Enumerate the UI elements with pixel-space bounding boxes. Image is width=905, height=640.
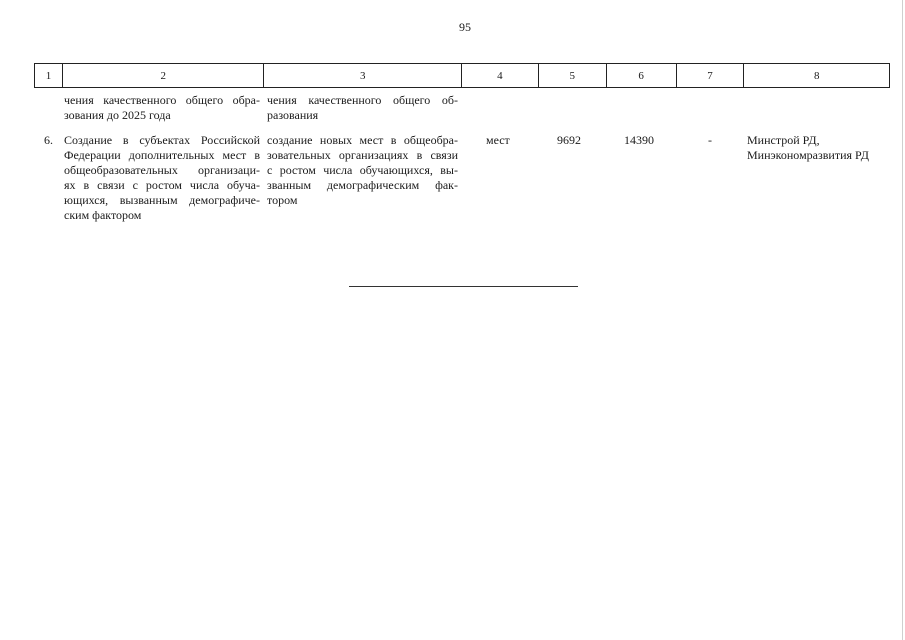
unit-cell: мест [486,133,510,147]
value-col5: 9692 [557,133,581,147]
row6-col2-line-4: ях в связи с ростом числа обуча- [64,178,260,192]
table-header-row [34,63,890,88]
column-header-7: 7 [677,64,745,87]
continuation-col2-line-2: зования до 2025 года [64,108,171,122]
value-col7: - [708,133,712,147]
continuation-col2-line-1: чения качественного общего обра- [64,93,260,107]
end-divider-line [349,286,578,287]
column-header-3: 3 [264,64,462,87]
responsible-line-2: Минэкономразвития РД [747,148,869,162]
column-header-8: 8 [813,69,820,82]
column-header-1: 1 [35,64,63,87]
row6-col2-line-2: Федерации дополнительных мест в [64,148,260,162]
continuation-col3-line-1: чения качественного общего об- [267,93,458,107]
column-header-2: 2 [63,64,265,87]
row6-col3-line-5: тором [267,193,298,207]
column-header-5: 5 [539,64,607,87]
row6-col2-line-1: Создание в субъектах Российской [64,133,260,147]
row6-col3-line-2: зовательных организациях в связи [267,148,458,162]
page-number: 95 [459,20,471,34]
scan-edge-line [902,0,903,640]
row6-col3-line-4: званным демографическим фак- [267,178,458,192]
row-number: 6. [44,133,53,147]
row6-col3-line-3: с ростом числа обучающихся, вы- [267,163,458,177]
value-col6: 14390 [624,133,654,147]
column-header-6: 6 [607,64,677,87]
column-header-4: 4 [462,64,539,87]
row6-col3-line-1: создание новых мест в общеобра- [267,133,458,147]
row6-col2-line-6: ским фактором [64,208,142,222]
continuation-col3-line-2: разования [267,108,319,122]
responsible-line-1: Минстрой РД, [747,133,820,147]
row6-col2-line-5: ющихся, вызванным демографиче- [64,193,260,207]
row6-col2-line-3: общеобразовательных организаци- [64,163,260,177]
